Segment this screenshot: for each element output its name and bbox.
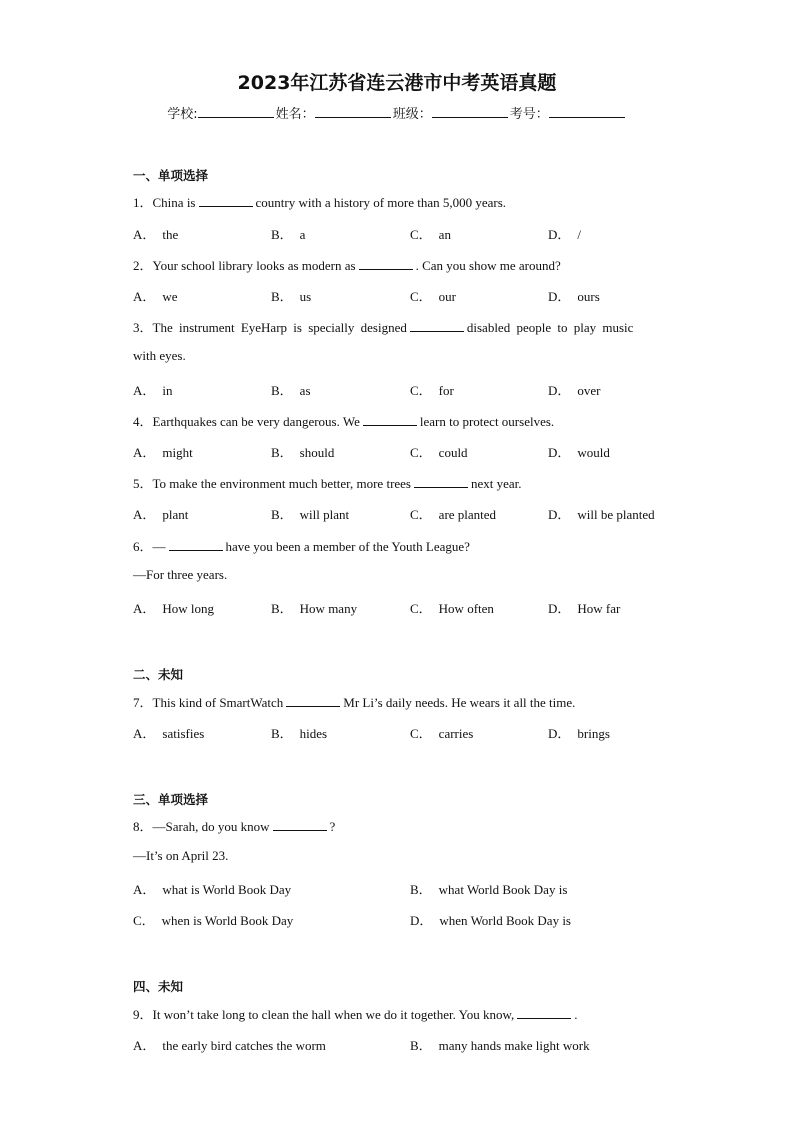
answer-blank <box>410 320 464 332</box>
option-a[interactable]: A． what is World Book Day <box>133 882 292 897</box>
stem-text: . Can you show me around? <box>415 258 561 273</box>
option-row <box>133 910 693 928</box>
question-stem <box>133 692 663 711</box>
option-d[interactable]: D． when World Book Day is <box>410 913 571 928</box>
field-label-class: 班级： <box>392 107 432 122</box>
option-c[interactable]: C． are planted <box>410 507 497 522</box>
option-c[interactable]: C． our <box>410 289 457 304</box>
question-stem <box>133 473 663 492</box>
option-a[interactable]: A． the early bird catches the worm <box>133 1038 326 1053</box>
question-number: 2． <box>133 258 153 273</box>
stem-text: —Sarah, do you know <box>152 819 270 834</box>
question-number: 7． <box>133 695 153 710</box>
stem-text: learn to protect ourselves. <box>419 414 555 429</box>
option-b[interactable]: B． many hands make light work <box>410 1038 590 1053</box>
option-row <box>133 442 693 460</box>
option-c[interactable]: C． for <box>410 383 454 398</box>
exam-number-blank <box>549 105 625 118</box>
option-d[interactable]: D． over <box>548 383 601 398</box>
question-stem <box>133 1004 663 1023</box>
field-label-name: 姓名： <box>275 107 315 122</box>
question-number: 1． <box>133 195 153 210</box>
option-d[interactable]: D． / <box>548 227 582 242</box>
option-b[interactable]: B． should <box>271 445 335 460</box>
answer-blank <box>414 476 468 488</box>
option-a[interactable]: A． we <box>133 289 178 304</box>
question-stem <box>133 255 663 274</box>
option-row <box>133 380 693 398</box>
option-row <box>133 224 693 242</box>
stem-text: The instrument EyeHarp is specially designed <box>152 320 407 335</box>
stem-text: It won’t take long to clean the hall when we do it together. You know, <box>152 1007 515 1022</box>
option-a[interactable]: A． plant <box>133 507 189 522</box>
answer-blank <box>359 258 413 270</box>
page-title: 2023年江苏省连云港市中考英语真题 <box>237 72 557 94</box>
stem-text: Mr Li’s daily needs. He wears it all the time. <box>343 695 576 710</box>
field-label-exam-number: 考号： <box>509 107 549 122</box>
name-blank <box>315 105 391 118</box>
question-number: 6． <box>133 539 153 554</box>
question-number: 3． <box>133 320 153 335</box>
answer-blank <box>273 819 327 831</box>
option-b[interactable]: B． as <box>271 383 311 398</box>
option-d[interactable]: D． would <box>548 445 610 460</box>
student-info-row <box>0 103 794 122</box>
option-a[interactable]: A． the <box>133 227 179 242</box>
option-c[interactable]: C． How often <box>410 601 494 616</box>
section-heading: 二、未知 <box>133 667 184 682</box>
option-d[interactable]: D． will be planted <box>548 507 655 522</box>
question-number: 4． <box>133 414 153 429</box>
option-c[interactable]: C． could <box>410 445 468 460</box>
option-b[interactable]: B． hides <box>271 726 328 741</box>
option-d[interactable]: D． How far <box>548 601 621 616</box>
option-row <box>133 879 693 897</box>
option-row <box>133 723 693 741</box>
section-heading: 一、单项选择 <box>133 168 209 183</box>
question-stem <box>133 536 663 555</box>
option-b[interactable]: B． what World Book Day is <box>410 882 568 897</box>
option-b[interactable]: B． How many <box>271 601 358 616</box>
option-d[interactable]: D． brings <box>548 726 610 741</box>
stem-continuation: with eyes. <box>133 348 186 363</box>
question-stem <box>133 192 663 211</box>
answer-blank <box>286 695 340 707</box>
stem-text: ? <box>329 819 336 834</box>
option-a[interactable]: A． How long <box>133 601 215 616</box>
stem-text: China is <box>152 195 196 210</box>
question-stem <box>133 816 663 835</box>
option-row <box>133 286 693 304</box>
option-a[interactable]: A． might <box>133 445 193 460</box>
question-stem <box>133 411 663 430</box>
option-b[interactable]: B． us <box>271 289 312 304</box>
stem-text: Your school library looks as modern as <box>152 258 356 273</box>
question-number: 9． <box>133 1007 153 1022</box>
stem-text: This kind of SmartWatch <box>152 695 284 710</box>
stem-continuation: —It’s on April 23. <box>133 848 229 863</box>
option-c[interactable]: C． carries <box>410 726 474 741</box>
option-a[interactable]: A． in <box>133 383 173 398</box>
answer-blank <box>169 539 223 551</box>
question-number: 8． <box>133 819 153 834</box>
class-blank <box>432 105 508 118</box>
answer-blank <box>363 414 417 426</box>
answer-blank <box>199 195 253 207</box>
option-row <box>133 504 693 522</box>
stem-text: Earthquakes can be very dangerous. We <box>152 414 360 429</box>
option-b[interactable]: B． will plant <box>271 507 350 522</box>
stem-text: next year. <box>471 476 522 491</box>
section-heading: 四、未知 <box>133 979 184 994</box>
question-number: 5． <box>133 476 153 491</box>
option-c[interactable]: C． an <box>410 227 451 242</box>
school-blank <box>198 105 274 118</box>
option-row <box>133 598 693 616</box>
option-a[interactable]: A． satisfies <box>133 726 205 741</box>
stem-text: disabled people to play music <box>466 320 634 335</box>
question-stem <box>133 317 663 336</box>
stem-continuation: —For three years. <box>133 567 228 582</box>
option-row <box>133 1035 693 1053</box>
option-b[interactable]: B． a <box>271 227 306 242</box>
section-heading: 三、单项选择 <box>133 792 209 807</box>
stem-text: country with a history of more than 5,000 years. <box>255 195 507 210</box>
stem-text: . <box>574 1007 578 1022</box>
stem-text: To make the environment much better, more trees <box>152 476 411 491</box>
option-c[interactable]: C． when is World Book Day <box>133 913 294 928</box>
stem-text: — <box>152 539 166 554</box>
field-label-school: 学校: <box>167 107 198 122</box>
option-d[interactable]: D． ours <box>548 289 600 304</box>
answer-blank <box>517 1007 571 1019</box>
stem-text: have you been a member of the Youth League? <box>225 539 470 554</box>
